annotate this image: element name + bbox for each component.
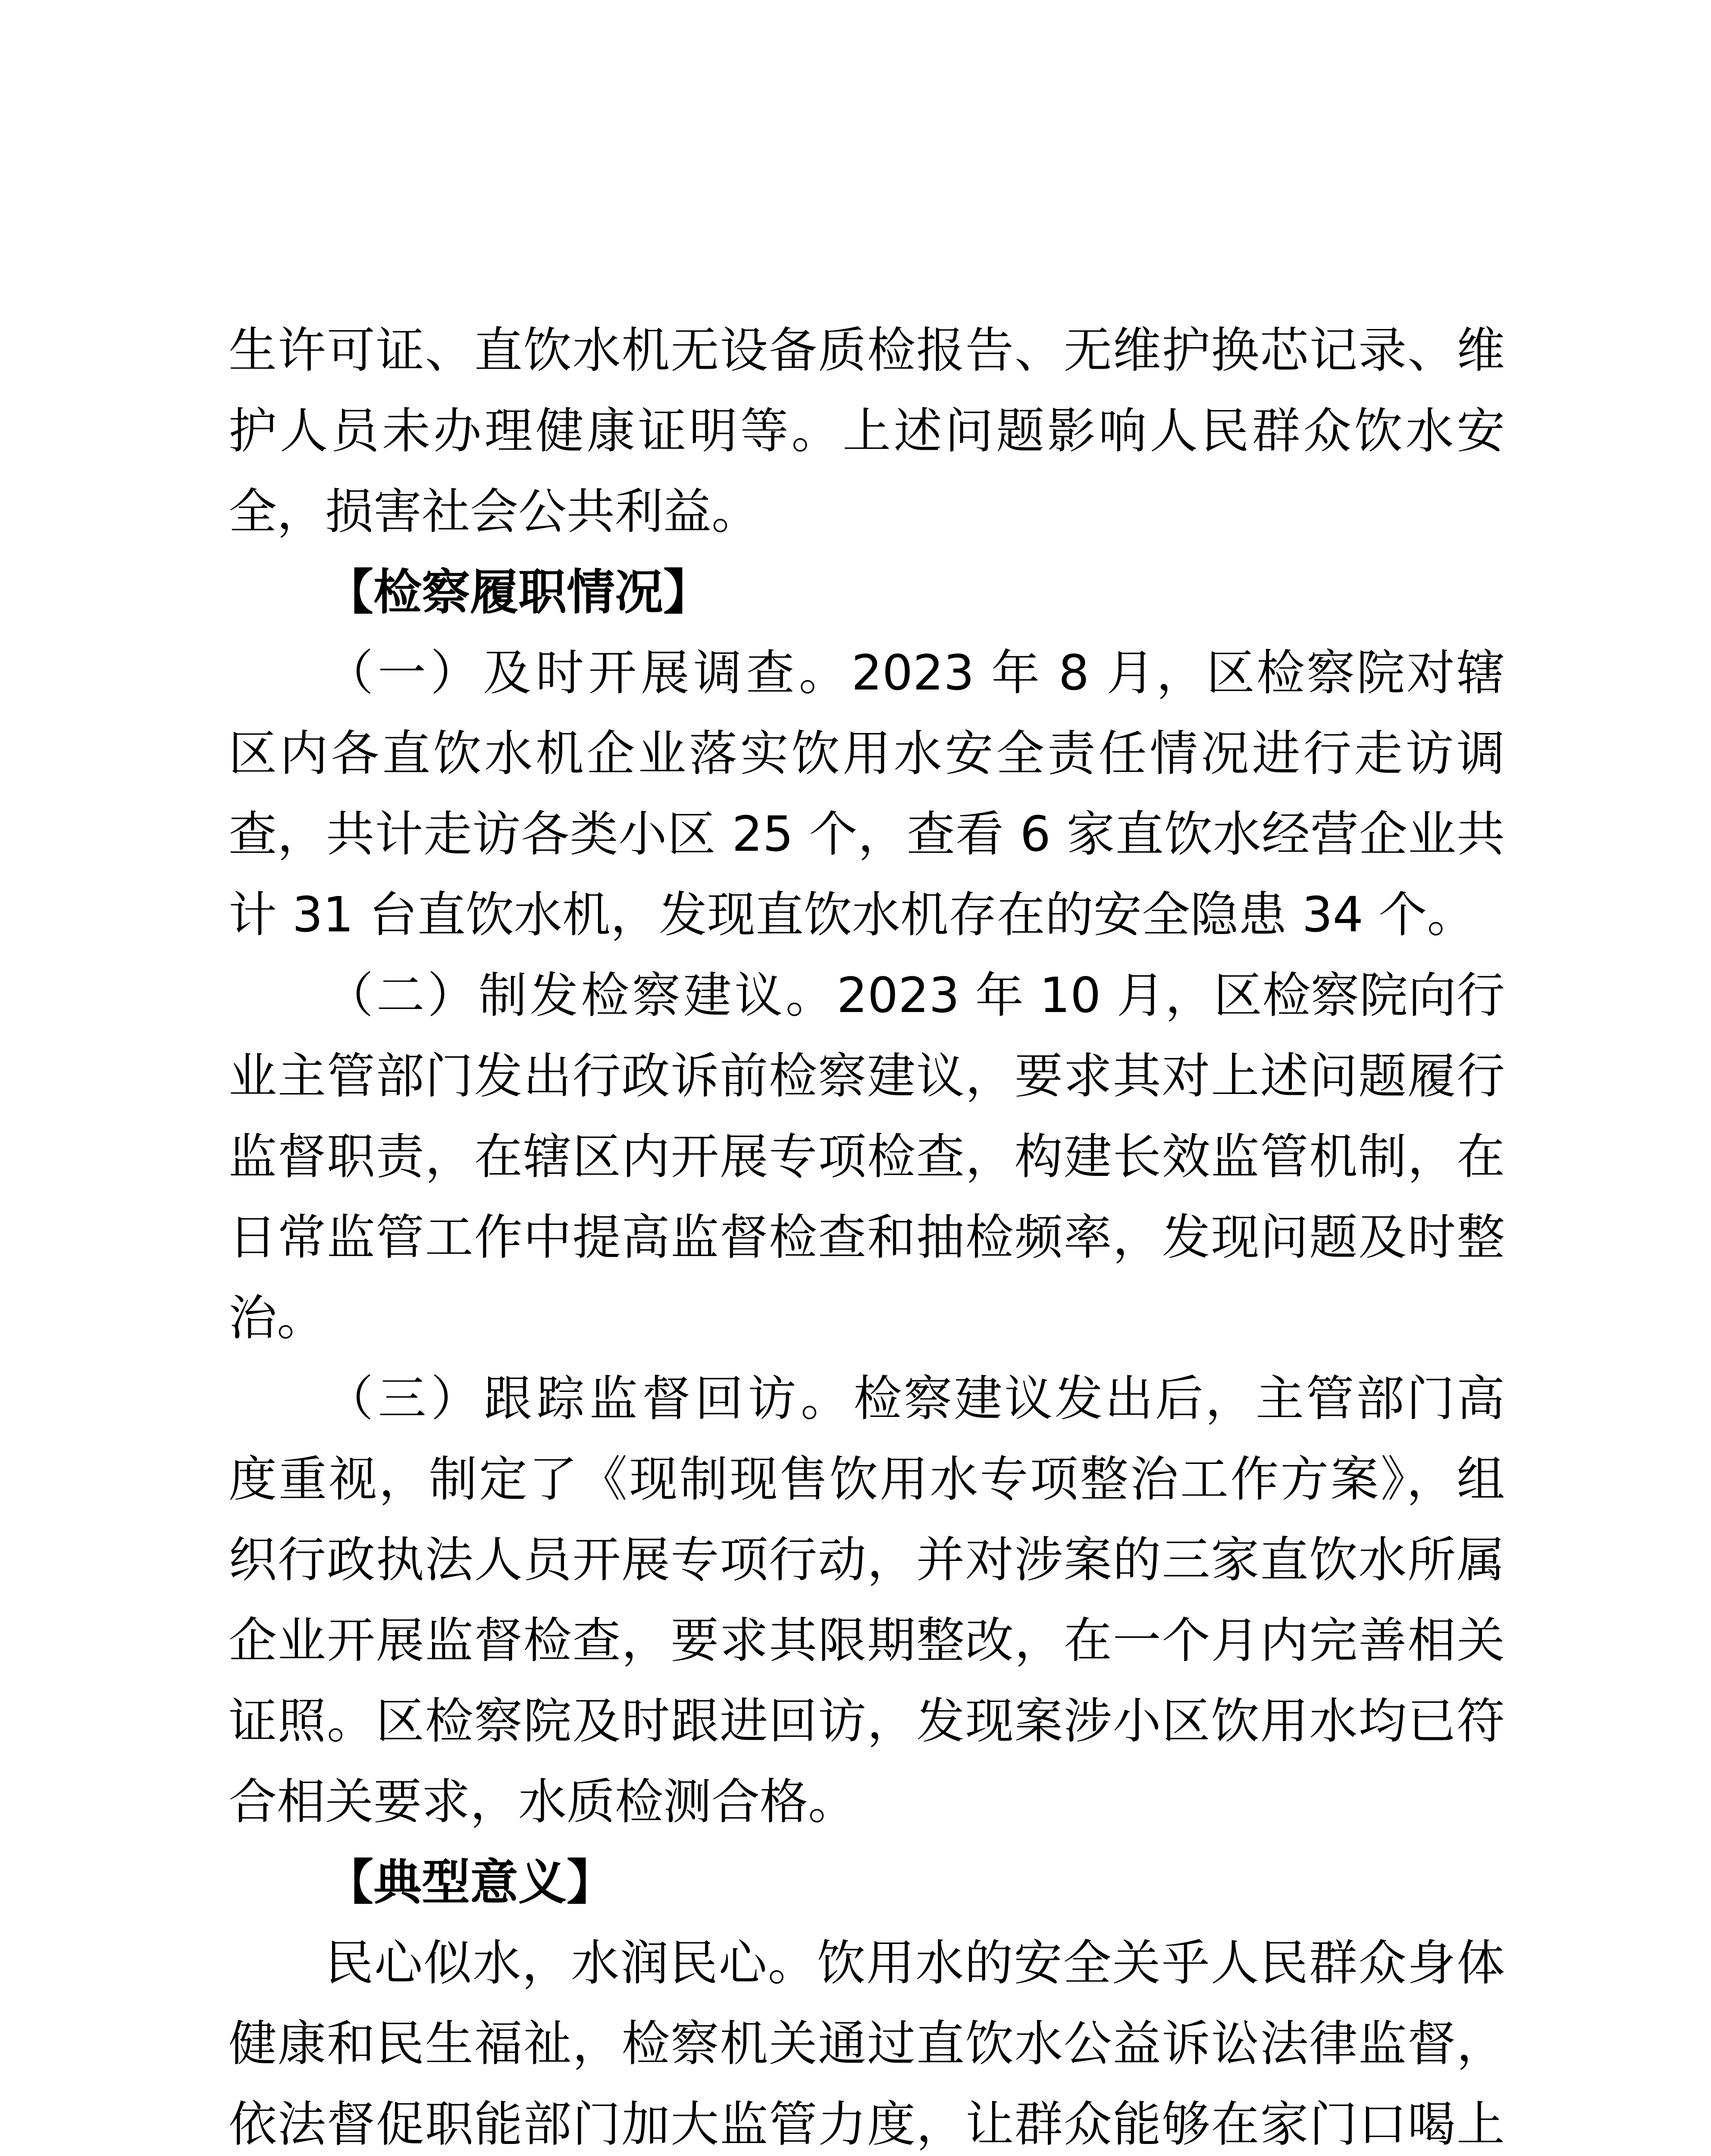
heading-typical-significance: 【典型意义】 <box>325 1855 615 1911</box>
heading-procuratorate-duties: 【检察履职情况】 <box>325 564 711 620</box>
subheading-recommendation: （二）制发检察建议。 <box>325 968 837 1024</box>
paragraph-recommendation-text: 2023 年 10 月，区检察院向行业主管部门发出行政诉前检察建议，要求其对上述问题履行监督职责，在辖区内开展专项检查，构建长效监管机制，在日常监管工作中提高监督检查和抽检频率，发现问题及时整治。 <box>229 968 1505 1346</box>
document-body <box>229 310 1505 2156</box>
paragraph-follow-up-text: 检察建议发出后，主管部门高度重视，制定了《现制现售饮用水专项整治工作方案》，组织行政执法人员开展专项行动，并对涉案的三家直饮水所属企业开展监督检查，要求其限期整改，在一个月内完善相关证照。区检察院及时跟进回访，发现案涉小区饮用水均已符合相关要求，水质检测合格。 <box>229 1371 1505 1830</box>
paragraph-investigation-text: 2023 年 8 月，区检察院对辖区内各直饮水机企业落实饮用水安全责任情况进行走访调查，共计走访各类小区 25 个，查看 6 家直饮水经营企业共计 31 台直饮水机，发现直饮水机存在的安全隐患 34 个。 <box>229 645 1505 943</box>
paragraph-recommendation <box>229 956 1505 1359</box>
paragraph-issues: 生许可证、直饮水机无设备质检报告、无维护换芯记录、维护人员未办理健康证明等。上述问题影响人民群众饮水安全，损害社会公共利益。 <box>229 323 1505 540</box>
subheading-follow-up: （三）跟踪监督回访。 <box>325 1371 854 1427</box>
paragraph-follow-up <box>229 1359 1505 1843</box>
subheading-investigation: （一）及时开展调查。 <box>325 645 852 701</box>
paragraph-significance: 民心似水，水润民心。饮用水的安全关乎人民群众身体健康和民生福祉，检察机关通过直饮水公益诉讼法律监督，依法督促职能部门加大监管力度，让群众能够在家门口喝上 <box>229 1935 1505 2153</box>
paragraph-investigation <box>229 633 1505 956</box>
